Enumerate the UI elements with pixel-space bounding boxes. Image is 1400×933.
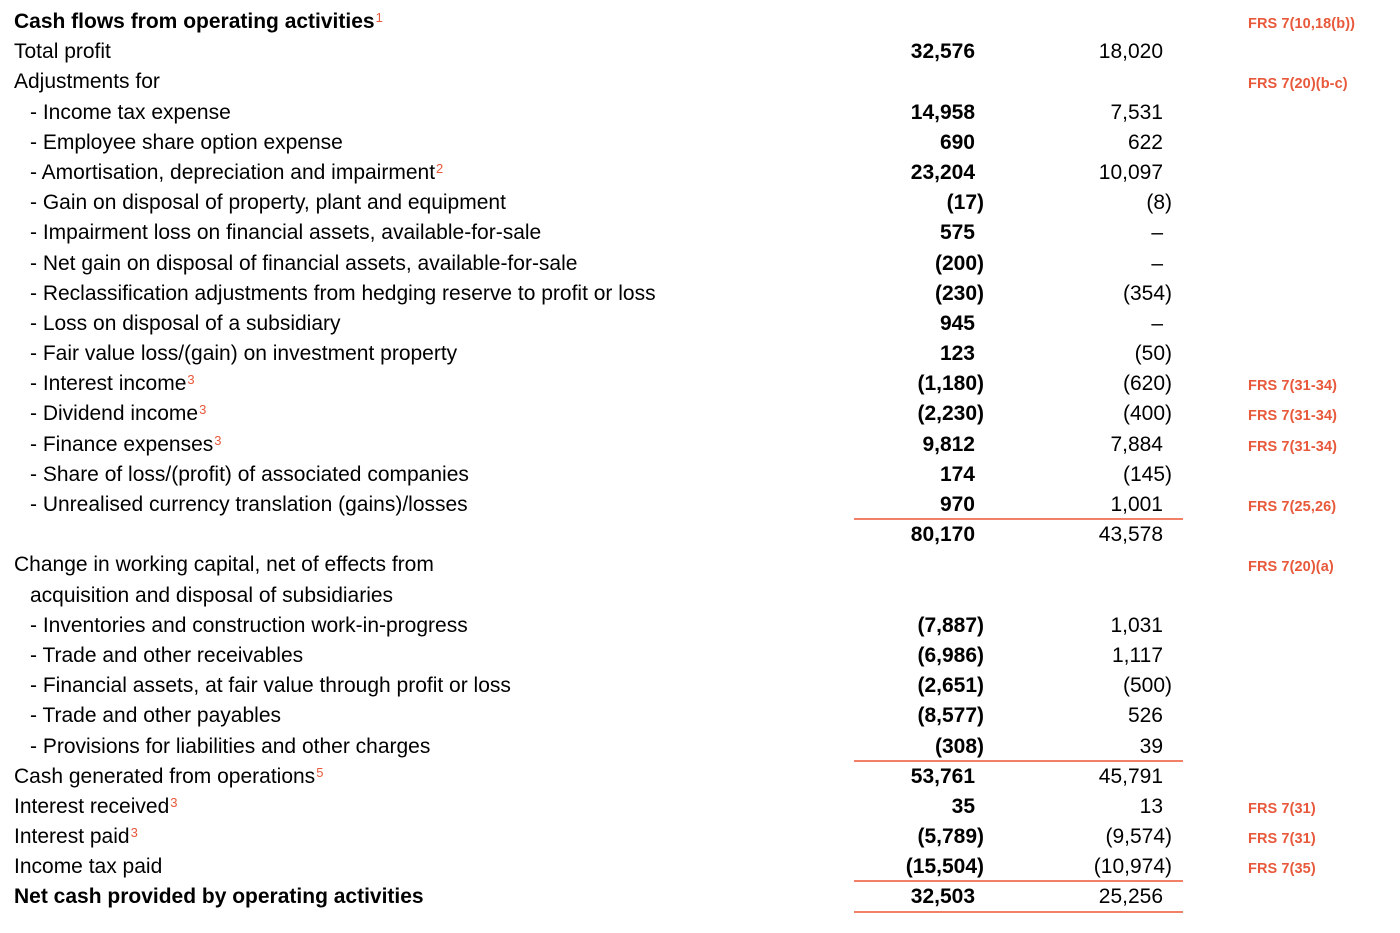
row-label-text: - Unrealised currency translation (gains)/losses bbox=[30, 493, 468, 516]
amount-columns bbox=[854, 822, 1183, 852]
table-row bbox=[14, 218, 1400, 248]
current-year-value bbox=[854, 701, 984, 731]
current-year-value-text: 32,576 bbox=[910, 40, 975, 64]
prior-year-value-text: 1,001 bbox=[1110, 493, 1163, 516]
amount-columns bbox=[854, 430, 1183, 460]
prior-year-value bbox=[975, 882, 1163, 912]
amount-columns bbox=[854, 671, 1183, 701]
current-year-value-text: 80,170 bbox=[910, 523, 975, 547]
row-label bbox=[14, 550, 854, 580]
footnote-marker: 3 bbox=[214, 432, 222, 448]
prior-year-value bbox=[975, 641, 1163, 671]
row-label-text: - Amortisation, depreciation and impairment bbox=[30, 160, 436, 184]
table-row bbox=[14, 460, 1400, 490]
prior-year-value bbox=[975, 339, 1172, 369]
current-year-value-text: (2,651) bbox=[917, 674, 984, 698]
row-label-text: - Employee share option expense bbox=[30, 130, 343, 154]
amount-columns bbox=[854, 520, 1183, 550]
prior-year-value bbox=[975, 188, 1172, 218]
current-year-value bbox=[854, 460, 975, 490]
prior-year-value bbox=[975, 520, 1163, 550]
current-year-value bbox=[854, 279, 984, 309]
table-row bbox=[14, 369, 1400, 399]
table-row bbox=[14, 732, 1400, 762]
prior-year-value-text: 1,117 bbox=[1112, 643, 1163, 667]
row-label bbox=[14, 611, 854, 641]
current-year-value bbox=[854, 399, 984, 429]
current-year-value-text: (230) bbox=[934, 281, 984, 305]
row-label-text: - Trade and other receivables bbox=[30, 643, 304, 667]
current-year-value-text: (2,230) bbox=[917, 402, 984, 426]
prior-year-value bbox=[975, 792, 1163, 822]
table-row bbox=[14, 158, 1400, 188]
current-year-value bbox=[854, 671, 984, 701]
row-label bbox=[14, 98, 854, 128]
row-label bbox=[14, 188, 854, 218]
current-year-value-text: (17) bbox=[946, 191, 984, 215]
prior-year-value bbox=[975, 128, 1163, 158]
row-label-text: - Income tax expense bbox=[30, 100, 231, 124]
current-year-value bbox=[854, 249, 984, 279]
row-label bbox=[14, 339, 854, 369]
frs-reference: FRS 7(25,26) bbox=[1248, 499, 1337, 515]
table-row bbox=[14, 399, 1400, 429]
row-label-text: Interest received bbox=[14, 794, 170, 818]
prior-year-value bbox=[975, 671, 1172, 701]
current-year-value-text: (308) bbox=[934, 734, 984, 758]
current-year-value-text: 575 bbox=[939, 221, 975, 245]
prior-year-value-text: (400) bbox=[1122, 402, 1172, 426]
current-year-value-text: (1,180) bbox=[917, 372, 984, 396]
row-label bbox=[14, 430, 854, 460]
prior-year-value-text: 25,256 bbox=[1098, 885, 1163, 909]
prior-year-value bbox=[975, 611, 1163, 641]
row-label-text: - Share of loss/(profit) of associated companies bbox=[30, 462, 469, 486]
prior-year-value-text: (145) bbox=[1122, 462, 1172, 486]
amount-columns bbox=[854, 279, 1183, 309]
amount-columns bbox=[854, 309, 1183, 339]
row-label bbox=[14, 460, 854, 490]
footnote-marker: 3 bbox=[130, 825, 138, 841]
prior-year-value bbox=[975, 822, 1172, 852]
prior-year-value bbox=[975, 732, 1163, 762]
row-label-text: Cash flows from operating activities bbox=[14, 10, 375, 33]
row-label-text: - Net gain on disposal of financial assets, available-for-sale bbox=[30, 251, 578, 275]
table-row bbox=[14, 671, 1400, 701]
row-label-text: - Financial assets, at fair value through profit or loss bbox=[30, 674, 511, 698]
current-year-value bbox=[854, 339, 975, 369]
current-year-value-text: 9,812 bbox=[922, 432, 975, 456]
table-row bbox=[14, 37, 1400, 67]
amount-columns bbox=[854, 611, 1183, 641]
current-year-value bbox=[854, 309, 975, 339]
amount-columns bbox=[854, 188, 1183, 218]
row-label-text: Income tax paid bbox=[14, 855, 163, 879]
table-row bbox=[14, 490, 1400, 520]
prior-year-value bbox=[975, 701, 1163, 731]
amount-columns bbox=[854, 399, 1183, 429]
prior-year-value-text: (10,974) bbox=[1093, 855, 1172, 879]
prior-year-value bbox=[975, 158, 1163, 188]
current-year-value-text: 174 bbox=[939, 462, 975, 486]
table-row bbox=[14, 279, 1400, 309]
prior-year-value-text: 622 bbox=[1127, 130, 1163, 154]
row-label-text: - Reclassification adjustments from hedging reserve to profit or loss bbox=[30, 281, 656, 305]
prior-year-value-text: 43,578 bbox=[1098, 523, 1163, 547]
current-year-value-text: 970 bbox=[939, 493, 975, 516]
prior-year-value-text: – bbox=[1151, 311, 1163, 335]
statement-table bbox=[14, 7, 1400, 913]
row-label bbox=[14, 218, 854, 248]
row-label bbox=[14, 822, 854, 852]
current-year-value-text: (200) bbox=[934, 251, 984, 275]
current-year-value-text: 945 bbox=[939, 311, 975, 335]
row-label-text: Cash generated from operations bbox=[14, 764, 316, 788]
prior-year-value-text: 18,020 bbox=[1098, 40, 1163, 64]
frs-reference: FRS 7(31-34) bbox=[1248, 408, 1338, 425]
row-label bbox=[14, 852, 854, 882]
prior-year-value-text: 39 bbox=[1139, 734, 1163, 758]
row-label-text: - Inventories and construction work-in-progress bbox=[30, 613, 468, 637]
row-label bbox=[14, 369, 854, 399]
prior-year-value-text: 13 bbox=[1139, 794, 1163, 818]
table-row bbox=[14, 581, 1400, 611]
prior-year-value-text: – bbox=[1151, 251, 1163, 275]
frs-reference: FRS 7(31-34) bbox=[1248, 438, 1338, 455]
row-label-text: - Loss on disposal of a subsidiary bbox=[30, 311, 341, 335]
frs-reference: FRS 7(31-34) bbox=[1248, 378, 1338, 395]
row-label-text: - Impairment loss on financial assets, available-for-sale bbox=[30, 221, 542, 245]
row-label bbox=[14, 490, 854, 520]
table-row bbox=[14, 128, 1400, 158]
current-year-value bbox=[854, 611, 984, 641]
table-row bbox=[14, 701, 1400, 731]
current-year-value-text: (6,986) bbox=[917, 643, 984, 667]
frs-reference: FRS 7(10,18(b)) bbox=[1248, 16, 1356, 32]
prior-year-value-text: 45,791 bbox=[1098, 764, 1163, 788]
prior-year-value-text: (8) bbox=[1146, 191, 1172, 215]
table-row bbox=[14, 822, 1400, 852]
row-label bbox=[14, 732, 854, 762]
table-row bbox=[14, 882, 1400, 912]
table-row bbox=[14, 7, 1400, 37]
row-label-text: - Trade and other payables bbox=[30, 704, 281, 728]
amount-columns bbox=[854, 98, 1183, 128]
prior-year-value bbox=[975, 37, 1163, 67]
amount-columns bbox=[854, 158, 1183, 188]
footnote-marker: 5 bbox=[316, 764, 324, 780]
table-row bbox=[14, 550, 1400, 580]
prior-year-value bbox=[975, 490, 1163, 520]
current-year-value bbox=[854, 882, 975, 912]
amount-columns bbox=[854, 792, 1183, 822]
table-row bbox=[14, 339, 1400, 369]
current-year-value-text: (7,887) bbox=[917, 613, 984, 637]
prior-year-value-text: (620) bbox=[1122, 372, 1172, 396]
footnote-marker: 3 bbox=[170, 794, 178, 810]
prior-year-value bbox=[975, 399, 1172, 429]
row-label bbox=[14, 701, 854, 731]
prior-year-value-text: 10,097 bbox=[1098, 160, 1163, 184]
table-row bbox=[14, 852, 1400, 882]
frs-reference: FRS 7(20)(a) bbox=[1248, 559, 1334, 576]
table-row bbox=[14, 98, 1400, 128]
footnote-marker: 1 bbox=[375, 10, 383, 25]
row-label bbox=[14, 158, 854, 188]
table-row bbox=[14, 249, 1400, 279]
row-label bbox=[14, 671, 854, 701]
current-year-value bbox=[854, 490, 975, 520]
table-row bbox=[14, 520, 1400, 550]
prior-year-value bbox=[975, 249, 1163, 279]
current-year-value bbox=[854, 520, 975, 550]
table-row bbox=[14, 67, 1400, 97]
row-label bbox=[14, 792, 854, 822]
amount-columns bbox=[854, 882, 1183, 912]
row-label bbox=[14, 279, 854, 309]
amount-columns bbox=[854, 732, 1183, 762]
row-label bbox=[14, 762, 854, 792]
table-row bbox=[14, 641, 1400, 671]
row-label bbox=[14, 399, 854, 429]
current-year-value-text: 123 bbox=[939, 342, 975, 366]
amount-columns bbox=[854, 460, 1183, 490]
table-row bbox=[14, 762, 1400, 792]
amount-columns bbox=[854, 571, 1183, 601]
row-label bbox=[14, 7, 854, 37]
row-label-text: - Dividend income bbox=[30, 402, 199, 426]
prior-year-value bbox=[975, 369, 1172, 399]
current-year-value bbox=[854, 641, 984, 671]
row-label-text: - Provisions for liabilities and other charges bbox=[30, 734, 431, 758]
row-label bbox=[14, 309, 854, 339]
prior-year-value bbox=[975, 430, 1163, 460]
amount-columns bbox=[854, 249, 1183, 279]
current-year-value bbox=[854, 762, 975, 792]
current-year-value bbox=[854, 158, 975, 188]
current-year-value bbox=[854, 128, 975, 158]
prior-year-value bbox=[975, 98, 1163, 128]
prior-year-value-text: 1,031 bbox=[1110, 613, 1163, 637]
row-label-text: - Gain on disposal of property, plant and equipment bbox=[30, 191, 506, 215]
prior-year-value bbox=[975, 218, 1163, 248]
current-year-value bbox=[854, 792, 975, 822]
row-label bbox=[14, 581, 854, 611]
amount-columns bbox=[854, 369, 1183, 399]
table-row bbox=[14, 792, 1400, 822]
current-year-value bbox=[854, 822, 984, 852]
footnote-marker: 3 bbox=[199, 402, 207, 418]
frs-reference: FRS 7(31) bbox=[1248, 800, 1316, 817]
frs-reference: FRS 7(31) bbox=[1248, 831, 1316, 848]
row-label bbox=[14, 67, 854, 97]
row-label-text: Change in working capital, net of effects from bbox=[14, 553, 434, 577]
current-year-value-text: 35 bbox=[951, 794, 975, 818]
current-year-value-text: (5,789) bbox=[917, 825, 984, 849]
row-label bbox=[14, 641, 854, 671]
amount-columns bbox=[854, 218, 1183, 248]
row-label-text: - Fair value loss/(gain) on investment property bbox=[30, 342, 458, 366]
prior-year-value bbox=[975, 460, 1172, 490]
current-year-value bbox=[854, 369, 984, 399]
current-year-value-text: 14,958 bbox=[910, 100, 975, 124]
row-label-text: Interest paid bbox=[14, 825, 130, 849]
footnote-marker: 2 bbox=[436, 160, 444, 176]
row-label-text: acquisition and disposal of subsidiaries bbox=[30, 583, 394, 607]
prior-year-value-text: (500) bbox=[1122, 674, 1172, 698]
prior-year-value-text: 526 bbox=[1127, 704, 1163, 728]
amount-columns bbox=[854, 339, 1183, 369]
prior-year-value bbox=[975, 852, 1172, 882]
current-year-value-text: (15,504) bbox=[905, 855, 984, 879]
amount-columns bbox=[854, 762, 1183, 792]
row-label bbox=[14, 128, 854, 158]
table-row bbox=[14, 611, 1400, 641]
row-label-text: - Finance expenses bbox=[30, 432, 214, 456]
prior-year-value bbox=[975, 309, 1163, 339]
prior-year-value-text: (50) bbox=[1134, 342, 1172, 366]
amount-columns bbox=[854, 641, 1183, 671]
frs-reference: FRS 7(20)(b-c) bbox=[1248, 76, 1348, 93]
amount-columns bbox=[854, 701, 1183, 731]
prior-year-value bbox=[975, 279, 1172, 309]
current-year-value-text: 690 bbox=[939, 130, 975, 154]
row-label-text: - Interest income bbox=[30, 372, 187, 396]
current-year-value bbox=[854, 430, 975, 460]
amount-columns bbox=[854, 490, 1183, 520]
footnote-marker: 3 bbox=[187, 372, 195, 388]
current-year-value-text: 23,204 bbox=[910, 160, 975, 184]
table-row bbox=[14, 188, 1400, 218]
current-year-value-text: (8,577) bbox=[917, 704, 984, 728]
current-year-value bbox=[854, 98, 975, 128]
amount-columns bbox=[854, 852, 1183, 882]
current-year-value bbox=[854, 218, 975, 248]
current-year-value bbox=[854, 732, 984, 762]
current-year-value bbox=[854, 37, 975, 67]
prior-year-value bbox=[975, 762, 1163, 792]
row-label-text: Net cash provided by operating activities bbox=[14, 885, 424, 909]
table-row bbox=[14, 309, 1400, 339]
prior-year-value-text: 7,531 bbox=[1110, 100, 1163, 124]
row-label bbox=[14, 882, 854, 912]
row-label-text: Total profit bbox=[14, 40, 111, 64]
table-row bbox=[14, 430, 1400, 460]
current-year-value-text: 53,761 bbox=[910, 764, 975, 788]
amount-columns bbox=[854, 128, 1183, 158]
prior-year-value-text: – bbox=[1151, 221, 1163, 245]
current-year-value-text: 32,503 bbox=[910, 885, 975, 909]
prior-year-value-text: (9,574) bbox=[1105, 825, 1172, 849]
row-label bbox=[14, 37, 854, 67]
current-year-value bbox=[854, 188, 984, 218]
current-year-value bbox=[854, 852, 984, 882]
prior-year-value-text: (354) bbox=[1122, 281, 1172, 305]
row-label-text: Adjustments for bbox=[14, 70, 160, 94]
frs-reference: FRS 7(35) bbox=[1248, 861, 1316, 878]
prior-year-value-text: 7,884 bbox=[1110, 432, 1163, 456]
amount-columns bbox=[854, 37, 1183, 67]
row-label bbox=[14, 249, 854, 279]
